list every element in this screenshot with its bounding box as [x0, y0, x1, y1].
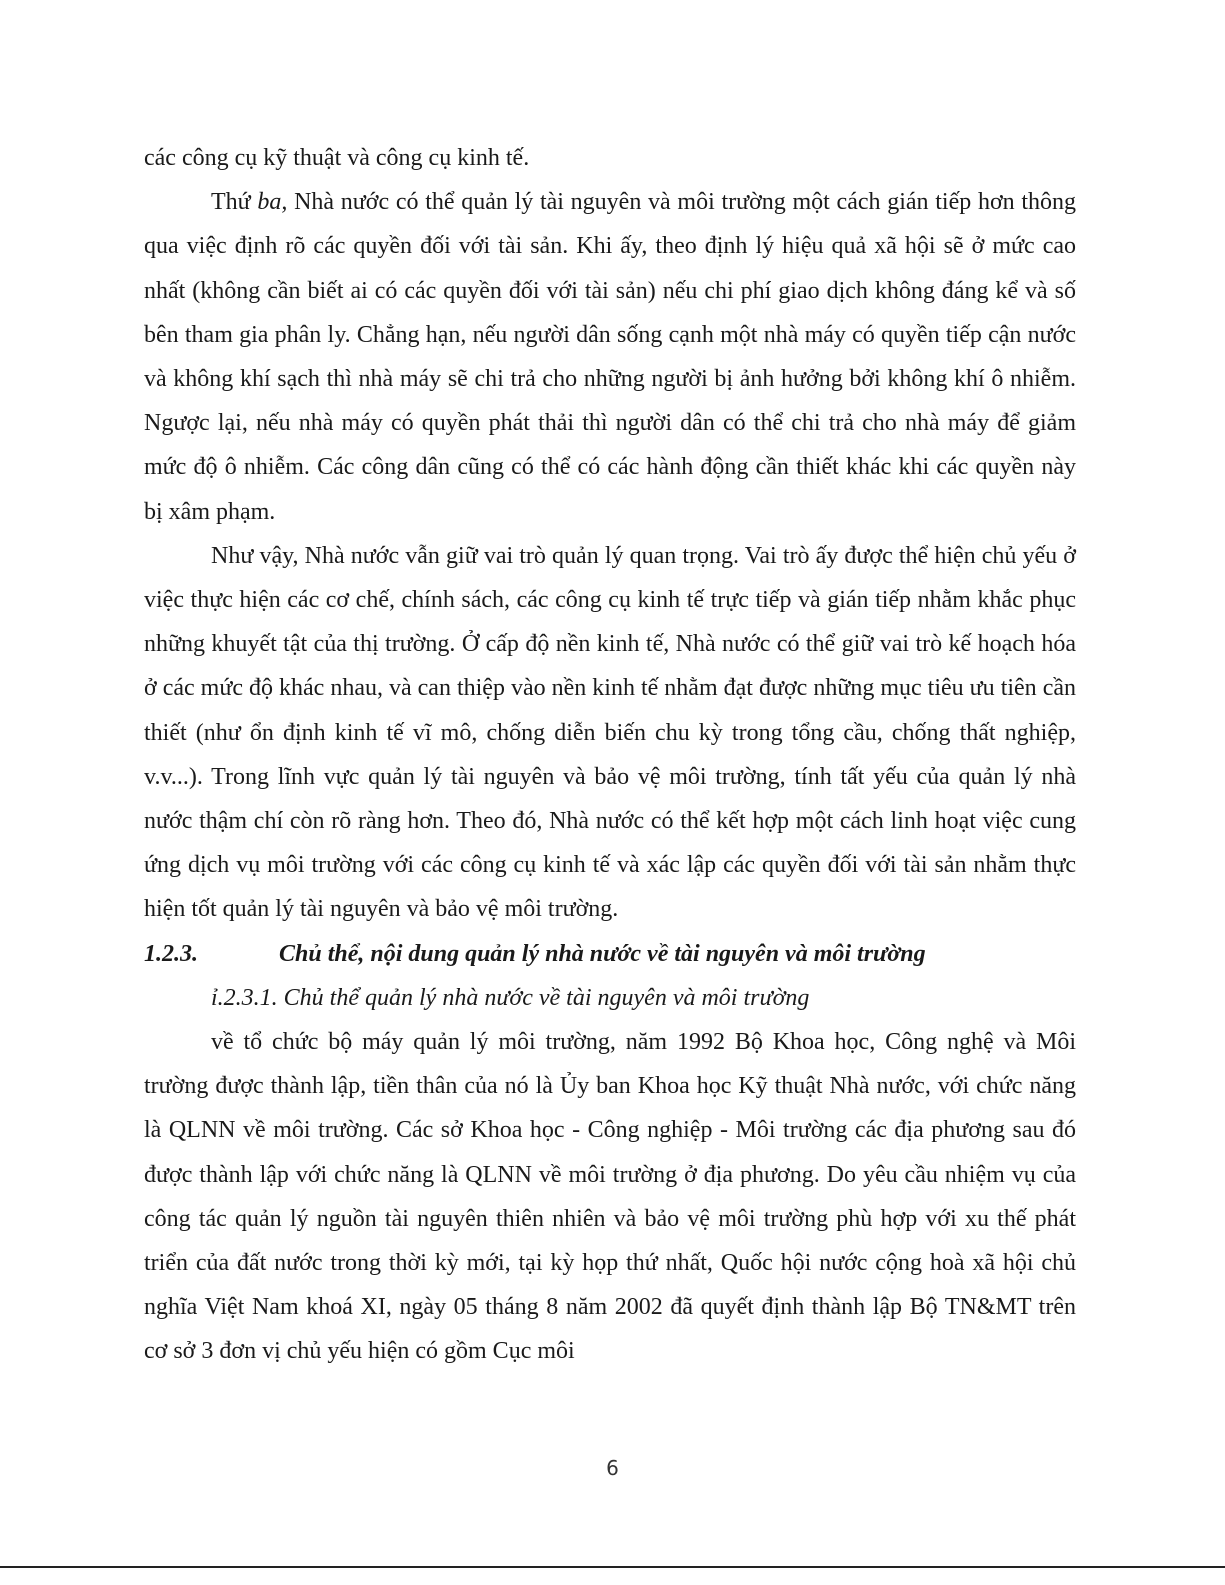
document-body	[144, 136, 1076, 1374]
subsection-heading: ỉ.2.3.1. Chủ thể quản lý nhà nước về tài nguyên và môi trường	[211, 984, 810, 1011]
section-number: 1.2.3.	[144, 940, 198, 967]
paragraph-state-role: Như vậy, Nhà nước vẫn giữ vai trò quản lý quan trọng. Vai trò ấy được thể hiện chủ yếu ở việc thực hiện các cơ chế, chính sách, các công cụ kinh tế trực tiếp và gián tiếp nhằm khắc phục những khuyết tật của thị trường. Ở cấp độ nền kinh tế, Nhà nước có thể giữ vai trò kế hoạch hóa ở các mức độ khác nhau, và can thiệp vào nền kinh tế nhằm đạt được những mục tiêu ưu tiên cần thiết (như ổn định kinh tế vĩ mô, chống diễn biến chu kỳ trong tổng cầu, chống thất nghiệp, v.v...). Trong lĩnh vực quản lý tài nguyên và bảo vệ môi trường, tính tất yếu của quản lý nhà nước thậm chí còn rõ ràng hơn. Theo đó, Nhà nước có thể kết hợp một cách linh hoạt việc cung ứng dịch vụ môi trường với các công cụ kinh tế và xác lập các quyền đối với tài sản nhằm thực hiện tốt quản lý tài nguyên và bảo vệ môi trường.	[144, 542, 1076, 923]
page-bottom-border	[0, 1566, 1225, 1568]
paragraph-rest: Nhà nước có thể quản lý tài nguyên và môi trường một cách gián tiếp hơn thông qua việc định rõ các quyền đối với tài sản. Khi ấy, theo định lý hiệu quả xã hội sẽ ở mức cao nhất (không cần biết ai có các quyền đối với tài sản) nếu chi phí giao dịch không đáng kể và số bên tham gia phân ly. Chẳng hạn, nếu người dân sống cạnh một nhà máy có quyền tiếp cận nước và không khí sạch thì nhà máy sẽ chi trả cho những người bị ảnh hưởng bởi không khí ô nhiễm. Ngược lại, nếu nhà máy có quyền phát thải thì người dân có thể chi trả cho nhà máy để giảm mức độ ô nhiễm. Các công dân cũng có thể có các hành động cần thiết khác khi các quyền này bị xâm phạm.	[144, 189, 1077, 525]
section-heading	[144, 932, 1076, 976]
paragraph-emphasis: ba,	[257, 189, 288, 216]
paragraph-organization: về tổ chức bộ máy quản lý môi trường, năm 1992 Bộ Khoa học, Công nghệ và Môi trường được thành lập, tiền thân của nó là Ủy ban Khoa học Kỹ thuật Nhà nước, với chức năng là QLNN về môi trường. Các sở Khoa học - Công nghiệp - Môi trường các địa phương sau đó được thành lập với chức năng là QLNN về môi trường ở địa phương. Do yêu cầu nhiệm vụ của công tác quản lý nguồn tài nguyên thiên nhiên và bảo vệ môi trường phù hợp với xu thế phát triển của đất nước trong thời kỳ mới, tại kỳ họp thứ nhất, Quốc hội nước cộng hoà xã hội chủ nghĩa Việt Nam khoá XI, ngày 05 tháng 8 năm 2002 đã quyết định thành lập Bộ TN&MT trên cơ sở 3 đơn vị chủ yếu hiện có gồm Cục môi	[144, 1029, 1076, 1365]
paragraph-lead: Thứ	[211, 189, 258, 216]
section-title: Chủ thể, nội dung quản lý nhà nước về tài nguyên và môi trường	[279, 940, 926, 967]
paragraph-continuation: các công cụ kỹ thuật và công cụ kinh tế.	[144, 145, 530, 171]
page-number: 6	[606, 1456, 619, 1480]
paragraph-property-rights	[144, 180, 1076, 534]
